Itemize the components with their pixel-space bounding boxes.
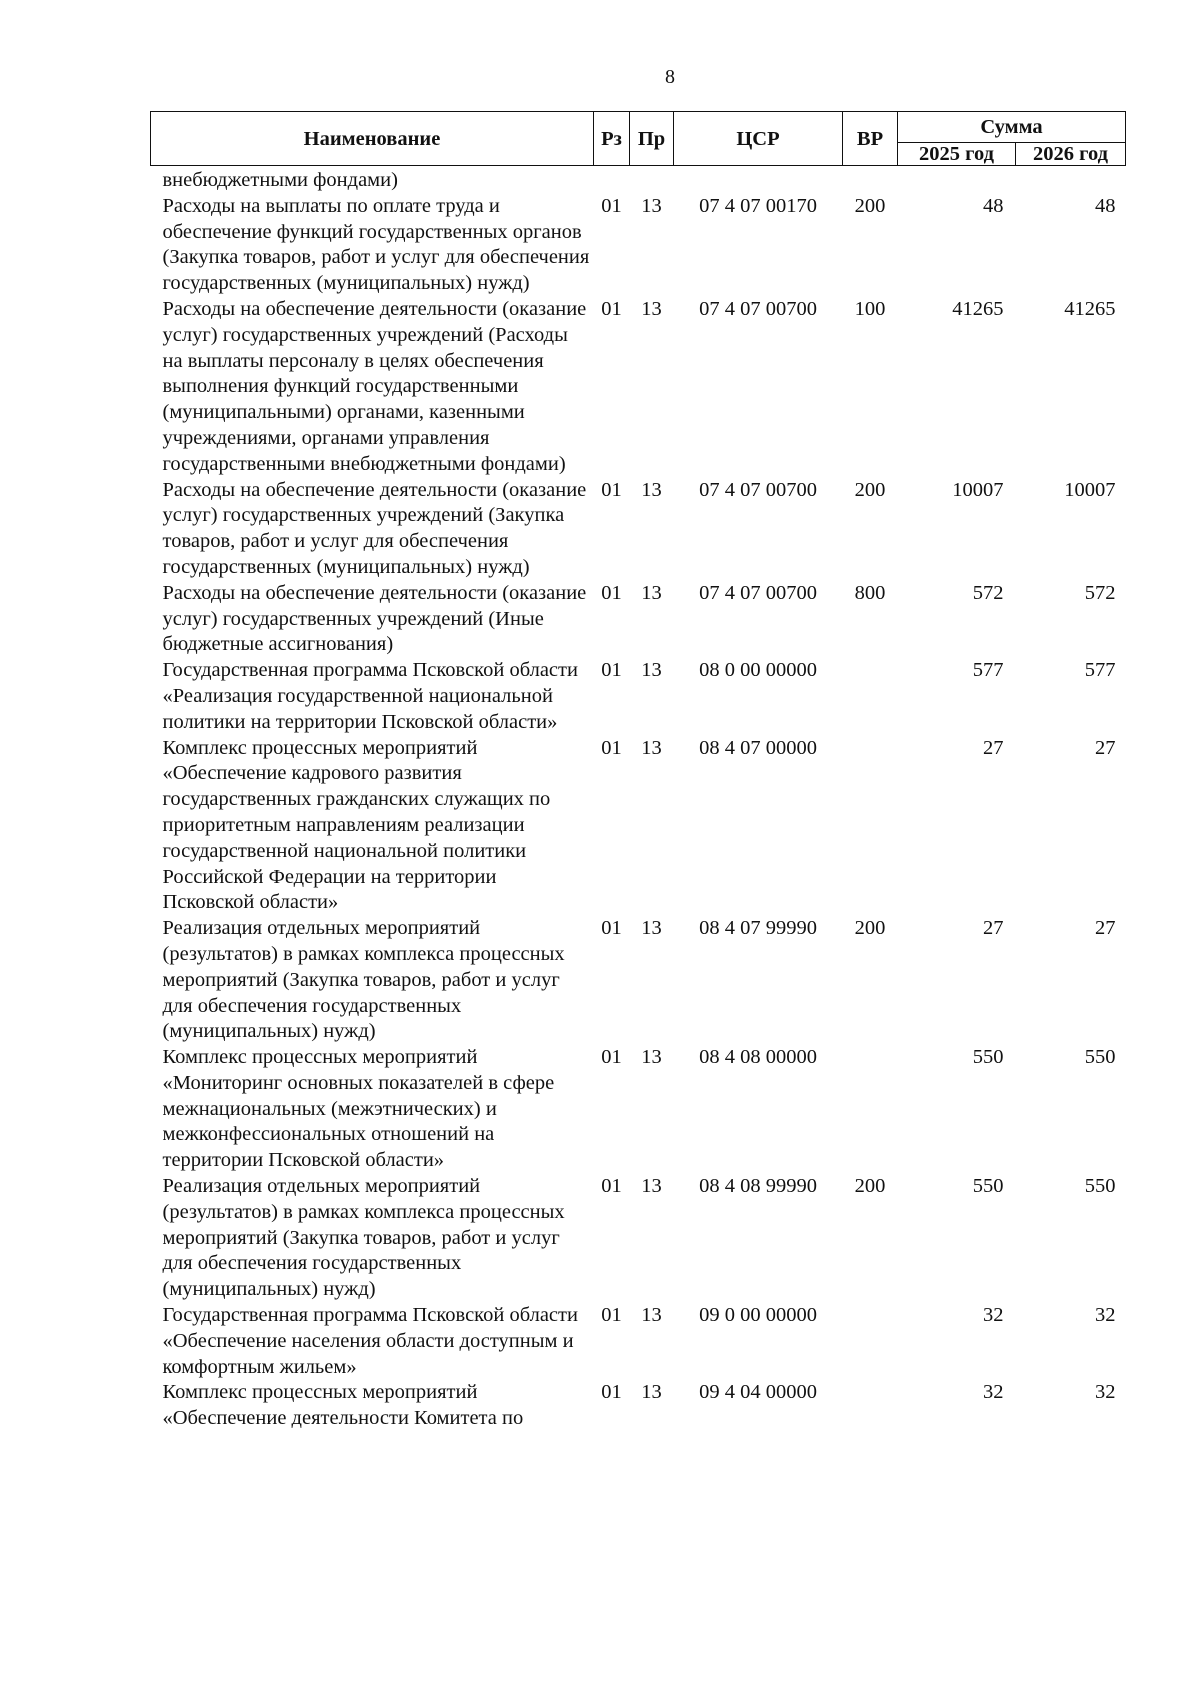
row-name: Комплекс процессных мероприятий «Мониторинг основных показателей в сфере межнациональных (межэтнических) и межконфессиональных отношений на территории Псковской области» (162, 1046, 555, 1172)
row-csr: 08 4 08 00000 (699, 1046, 817, 1069)
row-vr (843, 1045, 898, 1174)
row-pr: 13 (641, 1046, 662, 1069)
table-row (151, 736, 1126, 917)
header-name: Наименование (151, 112, 594, 166)
header-rz: Рз (594, 112, 630, 166)
row-pr (630, 166, 674, 194)
row-vr: 100 (854, 297, 886, 320)
table-row (151, 1045, 1126, 1174)
row-sum-2026: 27 (1095, 736, 1116, 759)
budget-table (150, 111, 1126, 1432)
table-row (151, 194, 1126, 297)
row-csr: 09 4 04 00000 (699, 1381, 817, 1404)
row-rz: 01 (601, 1046, 622, 1069)
page-number: 8 (665, 66, 675, 88)
row-sum-2026: 27 (1095, 917, 1116, 940)
row-rz: 01 (601, 1304, 622, 1327)
row-sum-2025: 32 (983, 1304, 1004, 1327)
table-row (151, 1380, 1126, 1432)
row-csr (674, 166, 843, 194)
header-year-2026: 2026 год (1016, 143, 1126, 166)
row-pr: 13 (641, 917, 662, 940)
row-pr: 13 (641, 1381, 662, 1404)
row-rz: 01 (601, 917, 622, 940)
row-pr: 13 (641, 1175, 662, 1198)
row-sum-2026: 550 (1084, 1175, 1116, 1198)
row-vr: 200 (854, 194, 886, 217)
row-name: Расходы на обеспечение деятельности (оказание услуг) государственных учреждений (Расходы на выплаты персоналу в целях обеспечения выполнения функций государственными (муниципальными) органами, казенными учреждениями, органами управления государственными внебюджетными фондами) (162, 297, 587, 475)
row-sum-2026: 32 (1095, 1304, 1116, 1327)
row-sum-2025: 10007 (952, 478, 1004, 501)
row-sum-2026: 572 (1084, 581, 1116, 604)
row-sum-2025: 27 (983, 917, 1004, 940)
row-csr: 07 4 07 00170 (699, 194, 817, 217)
row-name: Реализация отдельных мероприятий (результатов) в рамках комплекса процессных мероприятий (Закупка товаров, работ и услуг для обеспечения государственных (муниципальных) нужд) (162, 917, 565, 1043)
row-vr: 200 (854, 1175, 886, 1198)
row-csr: 07 4 07 00700 (699, 478, 817, 501)
row-sum-2026 (1016, 166, 1126, 194)
row-sum-2025: 550 (972, 1046, 1004, 1069)
row-name: Реализация отдельных мероприятий (результатов) в рамках комплекса процессных мероприятий (Закупка товаров, работ и услуг для обеспечения государственных (муниципальных) нужд) (162, 1175, 565, 1301)
row-vr: 800 (854, 581, 886, 604)
row-name: Расходы на обеспечение деятельности (оказание услуг) государственных учреждений (Закупка товаров, работ и услуг для обеспечения государственных (муниципальных) нужд) (162, 478, 587, 578)
row-sum-2025: 577 (972, 659, 1004, 682)
row-sum-2025: 32 (983, 1381, 1004, 1404)
row-name: Расходы на обеспечение деятельности (оказание услуг) государственных учреждений (Иные бюджетные ассигнования) (162, 581, 587, 656)
row-pr: 13 (641, 581, 662, 604)
row-sum-2025: 48 (983, 194, 1004, 217)
row-sum-2026: 577 (1084, 659, 1116, 682)
row-pr: 13 (641, 659, 662, 682)
row-pr: 13 (641, 194, 662, 217)
row-name: Комплекс процессных мероприятий «Обеспечение кадрового развития государственных гражданских служащих по приоритетным направлениям реализации государственной национальной политики Российской Федерации на территории Псковской области» (162, 736, 551, 914)
row-pr: 13 (641, 1304, 662, 1327)
row-name: Государственная программа Псковской области «Реализация государственной национальной политики на территории Псковской области» (162, 659, 578, 733)
row-rz: 01 (601, 736, 622, 759)
row-csr: 08 0 00 00000 (699, 659, 817, 682)
row-rz: 01 (601, 194, 622, 217)
row-pr: 13 (641, 478, 662, 501)
row-sum-2026: 48 (1095, 194, 1116, 217)
row-rz: 01 (601, 1381, 622, 1404)
row-vr (843, 1380, 898, 1432)
row-vr (843, 658, 898, 735)
table-row (151, 581, 1126, 658)
header-csr: ЦСР (674, 112, 843, 166)
row-rz: 01 (601, 659, 622, 682)
row-vr: 200 (854, 917, 886, 940)
row-pr: 13 (641, 297, 662, 320)
row-sum-2026: 41265 (1064, 297, 1116, 320)
row-name: внебюджетными фондами) (162, 169, 398, 191)
row-vr (843, 736, 898, 917)
table-row (151, 166, 1126, 194)
row-vr (843, 166, 898, 194)
row-sum-2026: 32 (1095, 1381, 1116, 1404)
row-pr: 13 (641, 736, 662, 759)
header-pr: Пр (630, 112, 674, 166)
table-row (151, 916, 1126, 1045)
header-vr: ВР (843, 112, 898, 166)
table-row (151, 297, 1126, 478)
row-rz: 01 (601, 478, 622, 501)
row-sum-2025: 550 (972, 1175, 1004, 1198)
row-vr: 200 (854, 478, 886, 501)
row-csr: 09 0 00 00000 (699, 1304, 817, 1327)
row-csr: 08 4 08 99990 (699, 1175, 817, 1198)
row-sum-2025: 27 (983, 736, 1004, 759)
row-name: Государственная программа Псковской области «Обеспечение населения области доступным и комфортным жильем» (162, 1304, 578, 1378)
row-vr (843, 1303, 898, 1380)
header-year-2025: 2025 год (898, 143, 1016, 166)
row-sum-2025 (898, 166, 1016, 194)
row-csr: 07 4 07 00700 (699, 581, 817, 604)
row-rz (594, 166, 630, 194)
row-csr: 08 4 07 99990 (699, 917, 817, 940)
row-rz: 01 (601, 1175, 622, 1198)
table-row (151, 1303, 1126, 1380)
row-name: Расходы на выплаты по оплате труда и обеспечение функций государственных органов (Закупка товаров, работ и услуг для обеспечения государственных (муниципальных) нужд) (162, 194, 590, 295)
row-sum-2026: 10007 (1064, 478, 1116, 501)
table-row (151, 1174, 1126, 1303)
header-sum: Сумма (898, 112, 1126, 143)
row-name: Комплекс процессных мероприятий «Обеспечение деятельности Комитета по (162, 1381, 524, 1430)
row-sum-2026: 550 (1084, 1046, 1116, 1069)
row-rz: 01 (601, 581, 622, 604)
row-rz: 01 (601, 297, 622, 320)
table-body (151, 166, 1126, 1433)
row-csr: 08 4 07 00000 (699, 736, 817, 759)
table-row (151, 658, 1126, 735)
row-sum-2025: 572 (972, 581, 1004, 604)
table-row (151, 478, 1126, 581)
row-sum-2025: 41265 (952, 297, 1004, 320)
row-csr: 07 4 07 00700 (699, 297, 817, 320)
